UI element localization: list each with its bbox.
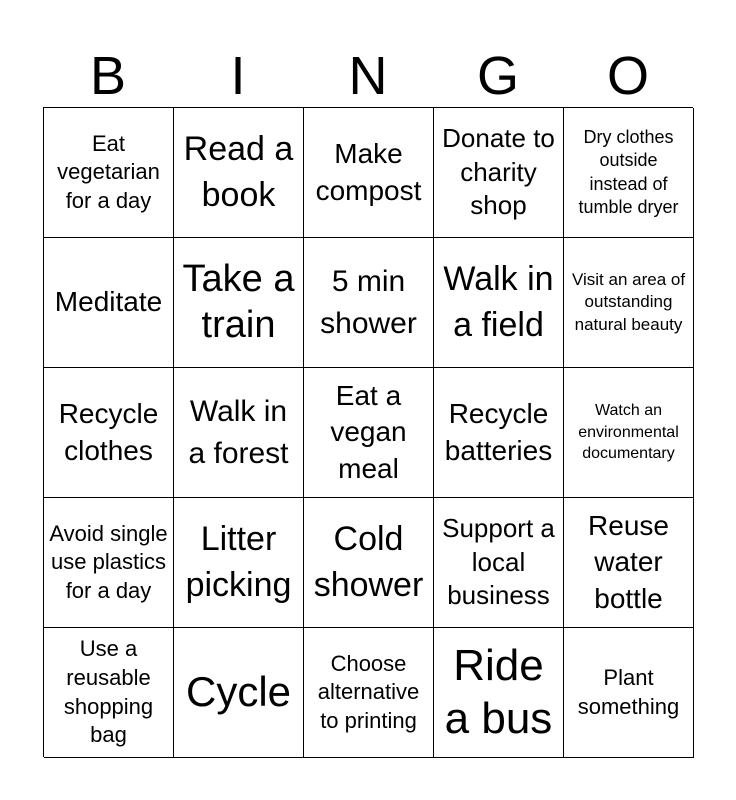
bingo-cell[interactable]: Avoid single use plastics for a day: [44, 498, 174, 628]
bingo-cell[interactable]: Ride a bus: [434, 628, 564, 758]
bingo-cell[interactable]: Eat vegetarian for a day: [44, 108, 174, 238]
bingo-cell[interactable]: Cycle: [174, 628, 304, 758]
bingo-cell[interactable]: Cold shower: [304, 498, 434, 628]
bingo-cell[interactable]: Walk in a forest: [174, 368, 304, 498]
bingo-cell[interactable]: Visit an area of outstanding natural beauty: [564, 238, 694, 368]
header-letter-o: O: [606, 46, 649, 106]
header-letter-b: B: [89, 46, 127, 106]
header-letter-g: G: [476, 46, 519, 106]
bingo-cell[interactable]: Take a train: [174, 238, 304, 368]
bingo-cell[interactable]: Litter picking: [174, 498, 304, 628]
header-letter-i: I: [230, 46, 246, 106]
bingo-header: [43, 44, 693, 108]
bingo-cell[interactable]: Dry clothes outside instead of tumble dryer: [564, 108, 694, 238]
bingo-cell[interactable]: Watch an environmental documentary: [564, 368, 694, 498]
bingo-grid: [43, 107, 693, 757]
bingo-cell[interactable]: Read a book: [174, 108, 304, 238]
bingo-cell[interactable]: Choose alternative to printing: [304, 628, 434, 758]
bingo-cell[interactable]: Recycle clothes: [44, 368, 174, 498]
bingo-cell[interactable]: Use a reusable shopping bag: [44, 628, 174, 758]
header-letter-n: N: [348, 46, 388, 106]
bingo-cell[interactable]: Eat a vegan meal: [304, 368, 434, 498]
bingo-cell[interactable]: Reuse water bottle: [564, 498, 694, 628]
bingo-cell[interactable]: Donate to charity shop: [434, 108, 564, 238]
bingo-cell[interactable]: Recycle batteries: [434, 368, 564, 498]
bingo-cell[interactable]: Plant something: [564, 628, 694, 758]
bingo-cell[interactable]: Make compost: [304, 108, 434, 238]
bingo-cell[interactable]: 5 min shower: [304, 238, 434, 368]
bingo-cell[interactable]: Meditate: [44, 238, 174, 368]
bingo-cell[interactable]: Support a local business: [434, 498, 564, 628]
bingo-cell[interactable]: Walk in a field: [434, 238, 564, 368]
